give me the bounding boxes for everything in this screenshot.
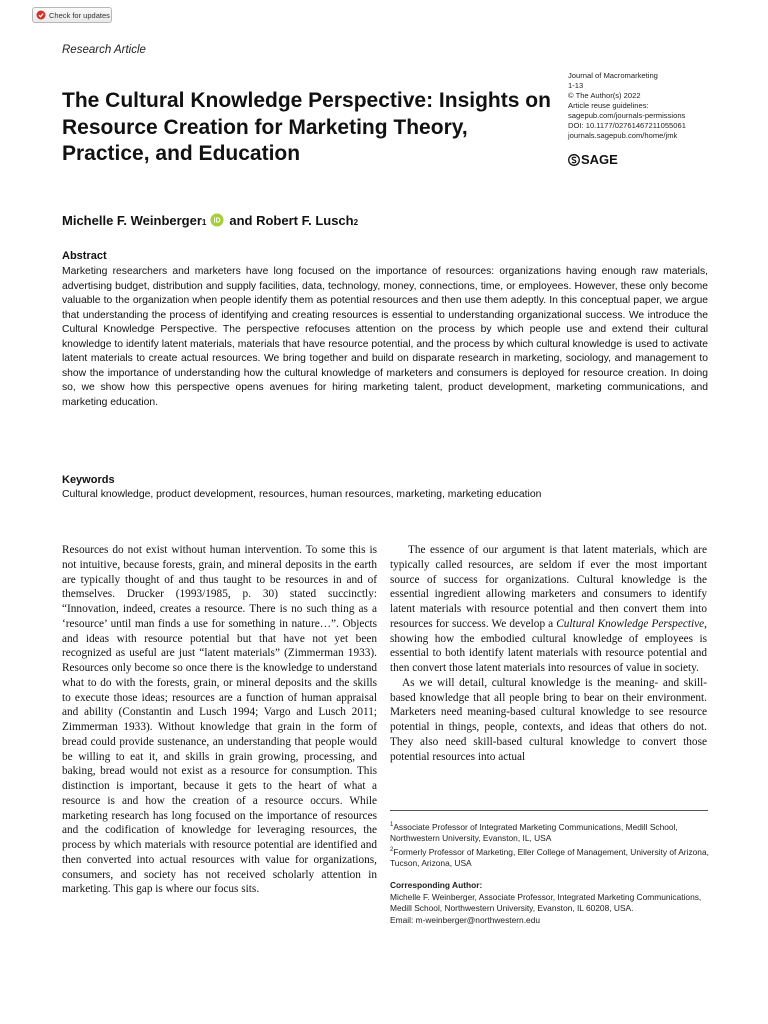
journal-home-link[interactable]: journals.sagepub.com/home/jmk xyxy=(568,131,678,140)
affiliation-2 xyxy=(390,845,710,870)
body-paragraph: As we will detail, cultural knowledge is the meaning- and skill-based knowledge that all people bring to bear on their environment. Marketers need meaning-based cultural knowledge to see resource potential in things, people, contexts, and ideas that others do not. They also need skill-based cultural knowledge to convert those potential resources into actual xyxy=(390,676,707,763)
permissions-link[interactable]: sagepub.com/journals-permissions xyxy=(568,111,686,120)
author-2[interactable]: and Robert F. Lusch xyxy=(229,213,354,228)
footnotes xyxy=(390,820,710,926)
page-range: 1-13 xyxy=(568,81,584,90)
footnote-divider xyxy=(390,810,708,811)
author-2-affil: 2 xyxy=(353,218,359,227)
authors xyxy=(62,211,358,228)
author-1[interactable]: Michelle F. Weinberger xyxy=(62,213,202,228)
check-for-updates-button[interactable] xyxy=(32,7,112,23)
body-column-right xyxy=(390,543,707,764)
check-updates-icon xyxy=(36,10,46,20)
affiliation-1 xyxy=(390,820,710,845)
body-text: The essence of our argument is that latent materials, which are typically called resources, are seldom if ever the most important source of success for organizations. Cultural knowledge is the essential ingredient allowing marketers and consumers to identify latent materials with resource potential and then convert them into resources for success. We develop a xyxy=(390,544,707,630)
author-1-affil: 1 xyxy=(201,218,207,227)
reuse-guidelines: Article reuse guidelines: xyxy=(568,101,649,110)
doi[interactable]: DOI: 10.1177/02761467211055061 xyxy=(568,121,686,130)
affiliation-marker: 1 xyxy=(390,822,394,828)
publisher-logo xyxy=(568,152,618,167)
keywords-text: Cultural knowledge, product development, resources, human resources, marketing, marketing education xyxy=(62,489,542,500)
journal-name: Journal of Macromarketing xyxy=(568,71,658,80)
body-paragraph xyxy=(390,543,707,676)
corresponding-email[interactable]: Email: m-weinberger@northwestern.edu xyxy=(390,914,541,925)
corresponding-author-heading: Corresponding Author: xyxy=(390,879,483,890)
abstract-heading: Abstract xyxy=(62,250,107,262)
corresponding-author-text: Michelle F. Weinberger, Associate Professor, Integrated Marketing Communications, Medill School, Northwestern University, Evanston, IL 60208, USA. xyxy=(390,891,702,914)
sage-logo-icon xyxy=(568,154,580,166)
abstract-text: Marketing researchers and marketers have long focused on the importance of resources: organizations having enough raw materials, advertising budget, distribution and supply facilities, data, technology, money, connections, time, or employees. However, these only become valuable to the organization when people identify them as potential resources and then use them adeptly. In this conceptual paper, we argue that understanding the process of identifying and creating resources is essential to understanding organizational success. We introduce the Cultural Knowledge Perspective. The perspective refocuses attention on the process by which people use and extend their cultural knowledge to identify latent materials, materials that have resource potential, and the process by which cultural knowledge is used to activate latent materials to create actual resources. We bring together and build on disparate research in marketing, sociology, and management to show the importance of understanding how the cultural knowledge of marketers and consumers is deployed for resource creation. In doing so, we show how this perspective opens avenues for hiring marketing talent, product development, marketing communications, and marketing education. xyxy=(62,266,708,408)
affiliation-text: Associate Professor of Integrated Marketing Communications, Medill School, Northwestern University, Evanston, IL, USA xyxy=(390,821,678,844)
article-title: The Cultural Knowledge Perspective: Insights on Resource Creation for Marketing Theory, Practice, and Education xyxy=(62,89,551,165)
body-emphasis: Cultural Knowledge Perspective xyxy=(556,617,705,630)
body-column-left xyxy=(62,543,377,897)
body-text: , showing how the embodied cultural knowledge of employees is essential to both identify latent materials with resource potential and then convert those latent materials into resources of value in society. xyxy=(390,617,707,674)
body-paragraph: Resources do not exist without human intervention. To some this is not intuitive, because forests, grain, and mineral deposits in the earth are typically thought of and thus taught to be resources in and of themselves. Drucker (1993/1985, p. 30) stated succinctly: “Innovation, indeed, creates a resource. There is no such thing as a ‘resource’ until man finds a use for something in nature…”. Objects and ideas with resource potential but that have not yet been recognized as useful are just “latent materials” (Zimmerman 1933). Resources only become so once there is the knowledge to understand what to do with the forests, grain, or mineral deposits and the skills to execute those ideas; resources are a function of human appraisal and ability (Constantin and Lusch 1994; Vargo and Lusch 2011; Zimmerman 1933). Without knowledge that grain in the form of bread could provide sustenance, an understanding that people would be willing to eat it, and skills in grain growing, processing, and baking, bread would not exist as a resource for consumption. This distinction is important, because it gets to the heart of what a resource is and how the creation of a resource occurs. While marketing research has long focused on the importance of resources and the codification of knowledge for leveraging resources, the process by which materials with resource potential are identified and then converted into actual resources with value for organizations, consumers, and society has not received scholarly attention in marketing. This gap is where our focus sits. xyxy=(62,544,377,896)
check-updates-label: Check for updates xyxy=(49,10,110,20)
svg-text:iD: iD xyxy=(213,217,221,225)
publisher-name: SAGE xyxy=(581,152,618,167)
journal-info xyxy=(568,71,748,141)
affiliation-text: Formerly Professor of Marketing, Eller College of Management, University of Arizona, Tucson, Arizona, USA xyxy=(390,846,709,869)
copyright: © The Author(s) 2022 xyxy=(568,91,641,100)
affiliation-marker: 2 xyxy=(390,846,394,853)
orcid-icon[interactable] xyxy=(210,213,224,227)
keywords-heading: Keywords xyxy=(62,474,115,486)
article-type: Research Article xyxy=(62,44,146,56)
